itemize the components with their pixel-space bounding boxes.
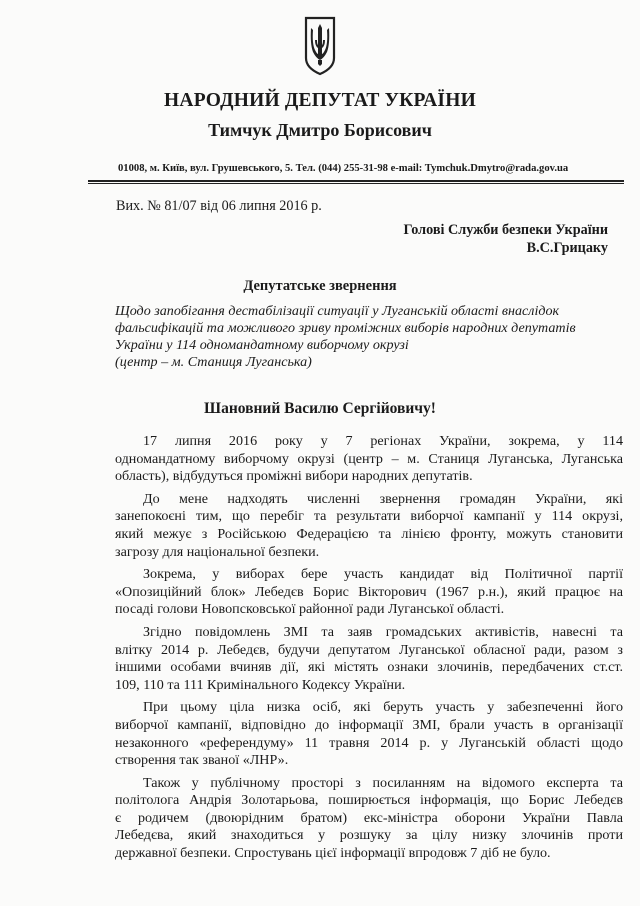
text-line: створення так званої «ЛНР». — [115, 752, 289, 769]
addressee-position: Голові Служби безпеки України — [403, 222, 608, 238]
text-line: До мене надходять численні звернення громадян України, які — [143, 490, 623, 507]
subject-block — [115, 303, 625, 371]
text-line: «Опозиційний блок» Лебедєв Борис Вікторович (1967 р.н.), який працює на — [115, 583, 623, 600]
subject-line: фальсифікацій та можливого зриву проміжних виборів народних депутатів — [115, 320, 576, 336]
text-line: Зокрема, у виборах бере участь кандидат від Політичної партії — [143, 566, 623, 583]
subject-line: України у 114 одномандатному виборчому окрузі — [115, 337, 409, 353]
header-divider-thin — [88, 183, 624, 184]
text-line: Згідно повідомлень ЗМІ та заяв громадських активістів, навесні та — [143, 623, 623, 640]
greeting: Шановний Василю Сергійовичу! — [204, 400, 436, 417]
text-line: є родичем (двоюрідним братом) екс-міністра оборони України Павла — [115, 809, 623, 826]
text-line: незаконного «референдуму» 11 травня 2014 р. у Луганській області щодо — [115, 734, 623, 751]
text-line: 17 липня 2016 року у 7 регіонах України, зокрема, у 114 — [143, 433, 623, 449]
text-line: влітку 2014 р. Лебедєв, будучи депутатом Луганської обласної ради, разом з — [115, 641, 623, 658]
ukraine-trident-icon — [301, 14, 339, 76]
text-line: іншими особами вчиняв дії, які містять ознаки злочинів, передбачених ст.ст. — [115, 659, 623, 676]
header-divider — [88, 180, 624, 182]
deputy-name: Тимчук Дмитро Борисович — [208, 120, 432, 140]
text-line: державної безпеки. Спростувань цієї інформації впродовж 7 діб не було. — [115, 845, 551, 862]
text-line: політолога Андрія Золотарьова, поширюється інформація, що Борис Лебедєв — [115, 792, 623, 809]
addressee-name: В.С.Грицаку — [526, 240, 608, 256]
addressee-block — [403, 221, 608, 257]
text-line: який межує з Російською Федерацією та лінією фронту, можуть становити — [115, 525, 623, 542]
contact-line: 01008, м. Київ, вул. Грушевського, 5. Тел. (044) 255-31-98 e-mail: Tymchuk.Dmytro@rada.gov.ua — [118, 163, 569, 174]
text-line: При цьому ціла низка осіб, які беруть участь у забезпеченні його — [143, 699, 623, 716]
text-line: Також у публічному просторі з посиланням на відомого експерта та — [143, 774, 623, 791]
text-line: загрозу для національної безпеки. — [115, 543, 320, 560]
text-line: посаді голови Новопсковської районної ради Луганської області. — [115, 601, 505, 618]
subject-line: Щодо запобігання дестабілізації ситуації у Луганській області внаслідок — [115, 303, 560, 319]
text-line: одномандатному виборчому окрузі (центр – м. Станиця Луганська, Луганська — [115, 450, 623, 467]
text-line: Лебедєва, який знаходиться у розшуку за цілу низку злочинів проти — [115, 827, 623, 844]
text-line: 109, 110 та 111 Кримінального Кодексу України. — [115, 676, 406, 693]
office-title: НАРОДНИЙ ДЕПУТАТ УКРАЇНИ — [164, 90, 476, 111]
document-title: Депутатське звернення — [243, 278, 397, 294]
text-line: область), відбудуться проміжні вибори народних депутатів. — [115, 468, 473, 485]
reference-number: Вих. № 81/07 від 06 липня 2016 р. — [116, 198, 322, 214]
letter-body — [115, 428, 623, 868]
text-line: виборчої кампанії, відповідно до інформації ЗМІ, брали участь в організації — [115, 716, 623, 733]
subject-line: (центр – м. Станиця Луганська) — [115, 354, 312, 370]
text-line: занепокоєні тим, що перебіг та результати виборчої кампанії у 114 окрузі, — [115, 508, 623, 525]
